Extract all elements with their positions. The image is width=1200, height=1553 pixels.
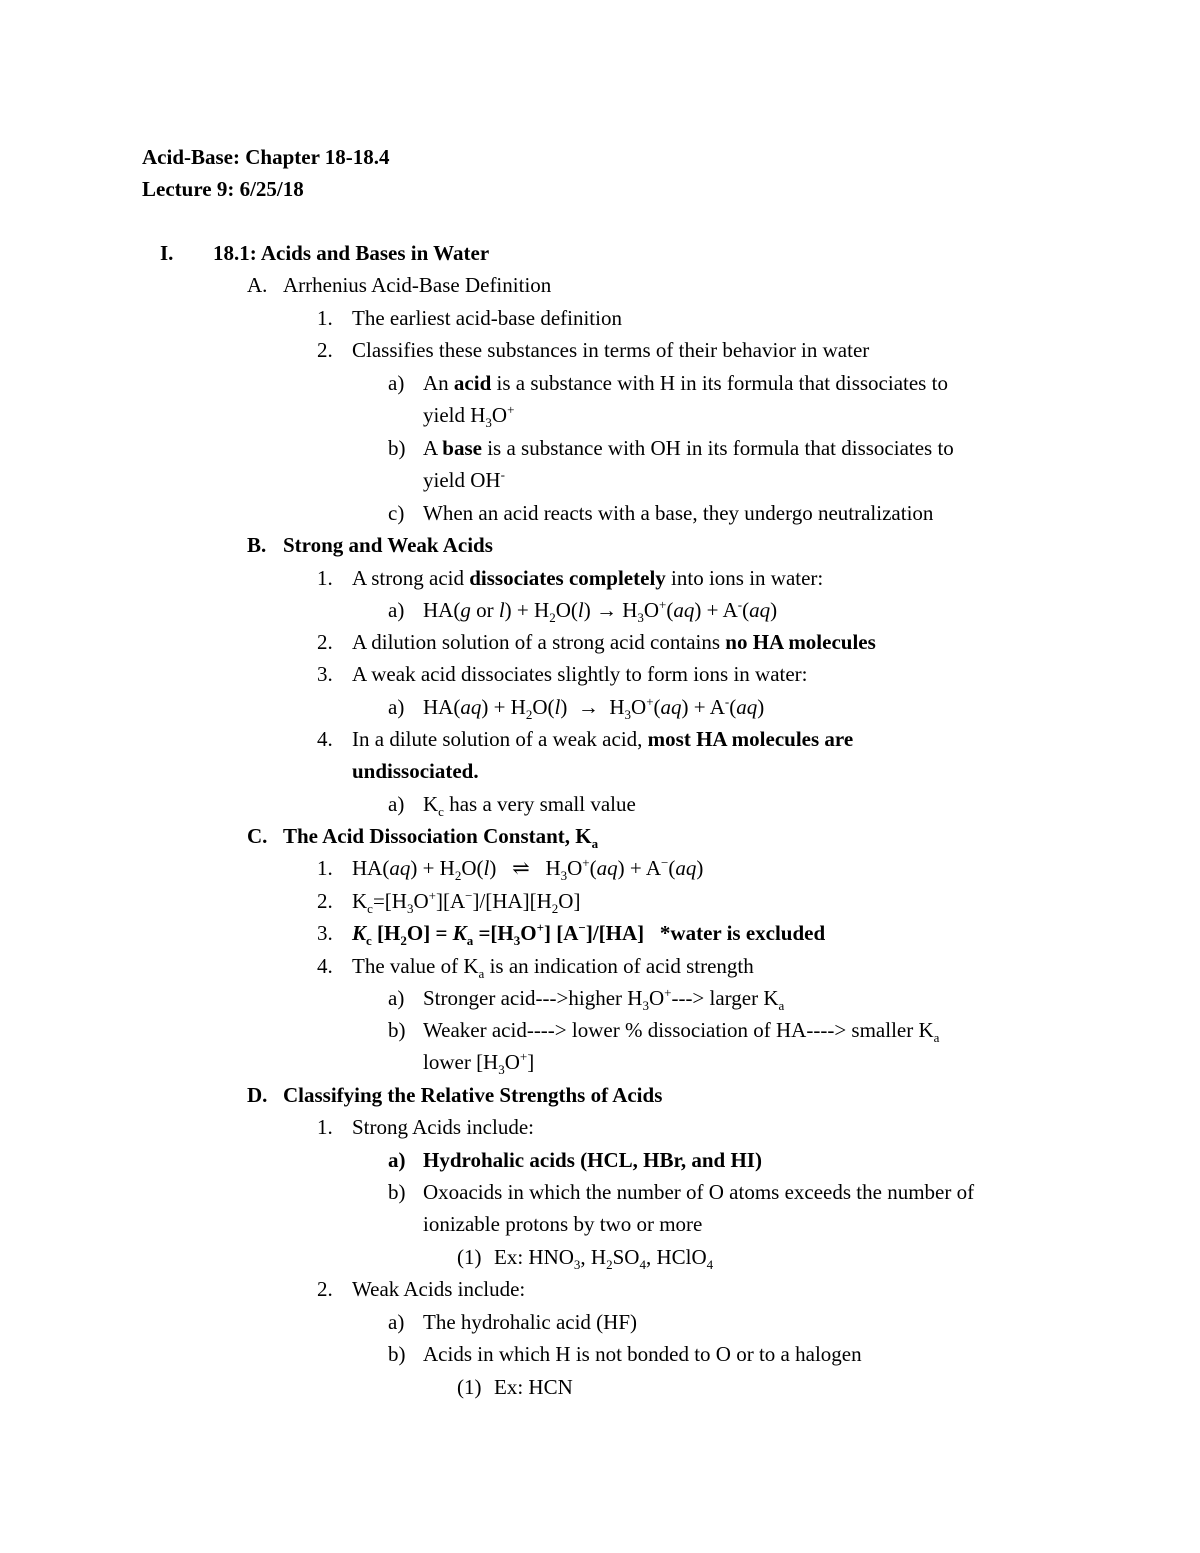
equation: $K_c=[H_3O^+][A^-]/[HA][H_2O]$ [352,888,581,916]
list-marker: a) [388,598,405,622]
list-item: The earliest acid-base definition [352,306,622,330]
list-marker: 4. [317,727,333,751]
subsection-heading: Strong and Weak Acids [283,533,493,557]
list-item-continuation: yield OH- [423,467,505,492]
list-marker: b) [388,1342,406,1366]
list-item: Classifies these substances in terms of their behavior in water [352,338,870,362]
list-marker: (1) [457,1245,482,1269]
list-item: Oxoacids in which the number of O atoms exceeds the number of [423,1180,975,1204]
list-item: In a dilute solution of a weak acid, most HA molecules are [352,727,854,751]
list-item: Stronger acid--->higher $H_3O^+--->$ larger $K_a$ [423,985,785,1013]
list-marker: 2. [317,338,333,362]
list-marker: 2. [317,630,333,654]
list-marker: b) [388,1180,406,1204]
list-marker: a) [388,1148,406,1172]
list-item: A dilution solution of a strong acid contains no HA molecules [352,630,876,654]
document-title: Acid-Base: Chapter 18-18.4 [142,145,390,169]
list-item: Strong Acids include: [352,1115,534,1139]
list-marker: 1. [317,306,333,330]
list-item: The value of $K_a$ is an indication of acid strength [352,954,754,981]
list-marker: 4. [317,954,333,978]
list-item-continuation: undissociated. [352,759,479,783]
list-item: Hydrohalic acids (HCL, HBr, and HI) [423,1148,762,1172]
list-item-continuation: yield $H_3O^+$ [423,402,515,430]
list-marker: 1. [317,1115,333,1139]
section-marker: I. [160,241,174,265]
list-item: $K_c$ has a very small value [423,792,636,819]
list-item: A strong acid dissociates completely into ions in water: [352,566,824,590]
list-item: Acids in which H is not bonded to O or to a halogen [423,1342,862,1366]
list-marker: 3. [317,921,333,945]
subsection-heading: Arrhenius Acid-Base Definition [283,273,552,297]
list-item: Weaker acid----> lower % dissociation of HA----> smaller $K_a$ [423,1018,940,1045]
list-item-continuation: lower $[H_3O^+]$ [423,1049,535,1077]
equation: $HA(aq) + H_2O(l) \to H_3O^+(aq) + A^-(aq)$ [423,694,765,722]
list-marker: (1) [457,1375,482,1399]
list-marker: 1. [317,566,333,590]
list-item: The hydrohalic acid (HF) [423,1310,638,1334]
section-heading: 18.1: Acids and Bases in Water [213,241,490,265]
list-marker: b) [388,1018,406,1042]
list-marker: a) [388,1310,405,1334]
equation: $HA(aq) + H_2O(l)$ ⇌ $H_3O^+(aq) + A^-(aq)$ [352,855,704,883]
equation-note: *water is excluded [659,921,826,945]
list-marker: b) [388,436,406,460]
list-item-continuation: ionizable protons by two or more [423,1212,703,1236]
list-marker: 1. [317,856,333,880]
list-marker: a) [388,695,405,719]
equation: $K_c$ $[H_2O] = K_a =[H_3O^+]$ [A−]/[HA] *water is excluded [352,920,826,948]
subsection-marker: D. [247,1083,268,1107]
list-marker: a) [388,792,405,816]
list-item: A weak acid dissociates slightly to form ions in water: [352,662,808,686]
subsection-marker: C. [247,824,268,848]
subsection-heading: The Acid Dissociation Constant, $K_a$ [283,824,599,851]
list-marker: 2. [317,1277,333,1301]
subsection-marker: B. [247,533,267,557]
list-marker: a) [388,986,405,1010]
list-marker: a) [388,371,405,395]
list-item: A base is a substance with OH in its formula that dissociates to [423,436,954,460]
list-item: Ex: HCN [494,1375,573,1399]
list-marker: c) [388,501,405,525]
list-marker: 3. [317,662,333,686]
list-item: Ex: $HNO_3$, $H_2SO_4$, HClO$_4$ [494,1245,714,1272]
list-item: Weak Acids include: [352,1277,526,1301]
subsection-marker: A. [247,273,268,297]
equation: HA(g or $l) + H_2O(l) \to H_3O^+(aq) + A^-(aq)$ [423,597,778,625]
lecture-line: Lecture 9: 6/25/18 [142,177,304,201]
subsection-heading: Classifying the Relative Strengths of Acids [283,1083,663,1107]
list-item: When an acid reacts with a base, they undergo neutralization [423,501,934,525]
list-item: An acid is a substance with H in its formula that dissociates to [423,371,948,395]
list-marker: 2. [317,889,333,913]
